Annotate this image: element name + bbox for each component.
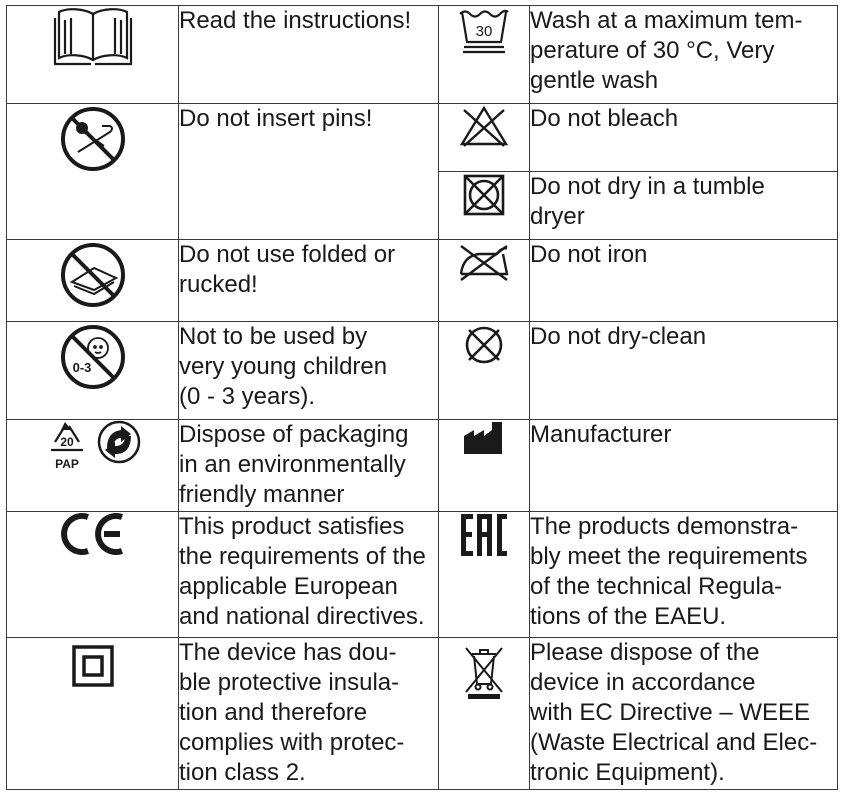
symbol-description: Dispose of packaging in an environmentally friendly manner	[179, 420, 439, 512]
symbol-description: Wash at a maximum tem- perature of 30 °C, Very gentle wash	[530, 6, 838, 104]
table-row	[7, 6, 838, 104]
symbol-cell	[439, 420, 530, 512]
symbol-cell	[439, 172, 530, 240]
table-row	[7, 512, 838, 638]
table-row	[7, 104, 838, 172]
symbol-description: This product satisfies the requirements of the applicable European and national directives.	[179, 512, 439, 638]
symbol-description: Read the instructions!	[179, 6, 439, 104]
symbol-cell	[7, 240, 179, 322]
symbol-description: Not to be used by very young children (0 - 3 years).	[179, 322, 439, 420]
do-not-iron-icon	[457, 240, 511, 282]
do-not-tumble-dry-icon	[461, 172, 507, 218]
symbol-cell	[439, 240, 530, 322]
not-for-children-icon	[58, 322, 128, 392]
symbol-cell	[7, 638, 179, 790]
symbol-description: Do not iron	[530, 240, 838, 322]
protection-class-2-icon	[71, 644, 115, 688]
ce-mark-icon	[58, 512, 128, 556]
do-not-bleach-icon	[458, 104, 510, 148]
table-row	[7, 322, 838, 420]
symbol-description: Manufacturer	[530, 420, 838, 512]
symbol-description: Do not bleach	[530, 104, 838, 172]
symbol-cell	[439, 322, 530, 420]
symbol-description: Do not use folded or rucked!	[179, 240, 439, 322]
symbol-cell	[439, 6, 530, 104]
symbol-description: Do not dry in a tumble dryer	[530, 172, 838, 240]
symbol-cell	[7, 420, 179, 512]
no-pins-icon	[58, 104, 128, 174]
symbols-table	[6, 5, 838, 790]
manufacturer-icon	[462, 420, 506, 456]
recycle-pap-green-dot-icon	[43, 420, 143, 480]
symbol-cell	[7, 322, 179, 420]
symbol-description: Do not dry-clean	[530, 322, 838, 420]
table-row	[7, 638, 838, 790]
symbol-cell	[7, 512, 179, 638]
symbol-cell	[7, 104, 179, 240]
symbol-description: The device has dou- ble protective insula- tion and therefore complies with protec- tion class 2.	[179, 638, 439, 790]
wash-temperature-label: 30	[475, 23, 493, 40]
eac-mark-icon	[459, 512, 509, 558]
symbol-description: Please dispose of the device in accordance with EC Directive – WEEE (Waste Electrical and Elec- tronic Equipment).	[530, 638, 838, 790]
symbol-cell	[439, 638, 530, 790]
read-instructions-icon	[53, 6, 133, 66]
child-age-label: 0-3	[72, 360, 91, 375]
no-folding-icon	[58, 240, 128, 310]
symbol-cell	[7, 6, 179, 104]
weee-icon	[462, 644, 506, 700]
recycle-code-label: 20	[59, 435, 74, 449]
table-row	[7, 420, 838, 512]
symbol-cell	[439, 512, 530, 638]
do-not-dry-clean-icon	[461, 322, 507, 368]
symbol-description: The products demonstra- bly meet the requirements of the technical Regula- tions of the EAEU.	[530, 512, 838, 638]
recycle-material-label: PAP	[54, 457, 79, 471]
symbol-description: Do not insert pins!	[179, 104, 439, 240]
wash-30-very-gentle-icon	[458, 6, 510, 56]
green-dot-icon	[99, 422, 139, 462]
symbol-cell	[439, 104, 530, 172]
table-row	[7, 240, 838, 322]
